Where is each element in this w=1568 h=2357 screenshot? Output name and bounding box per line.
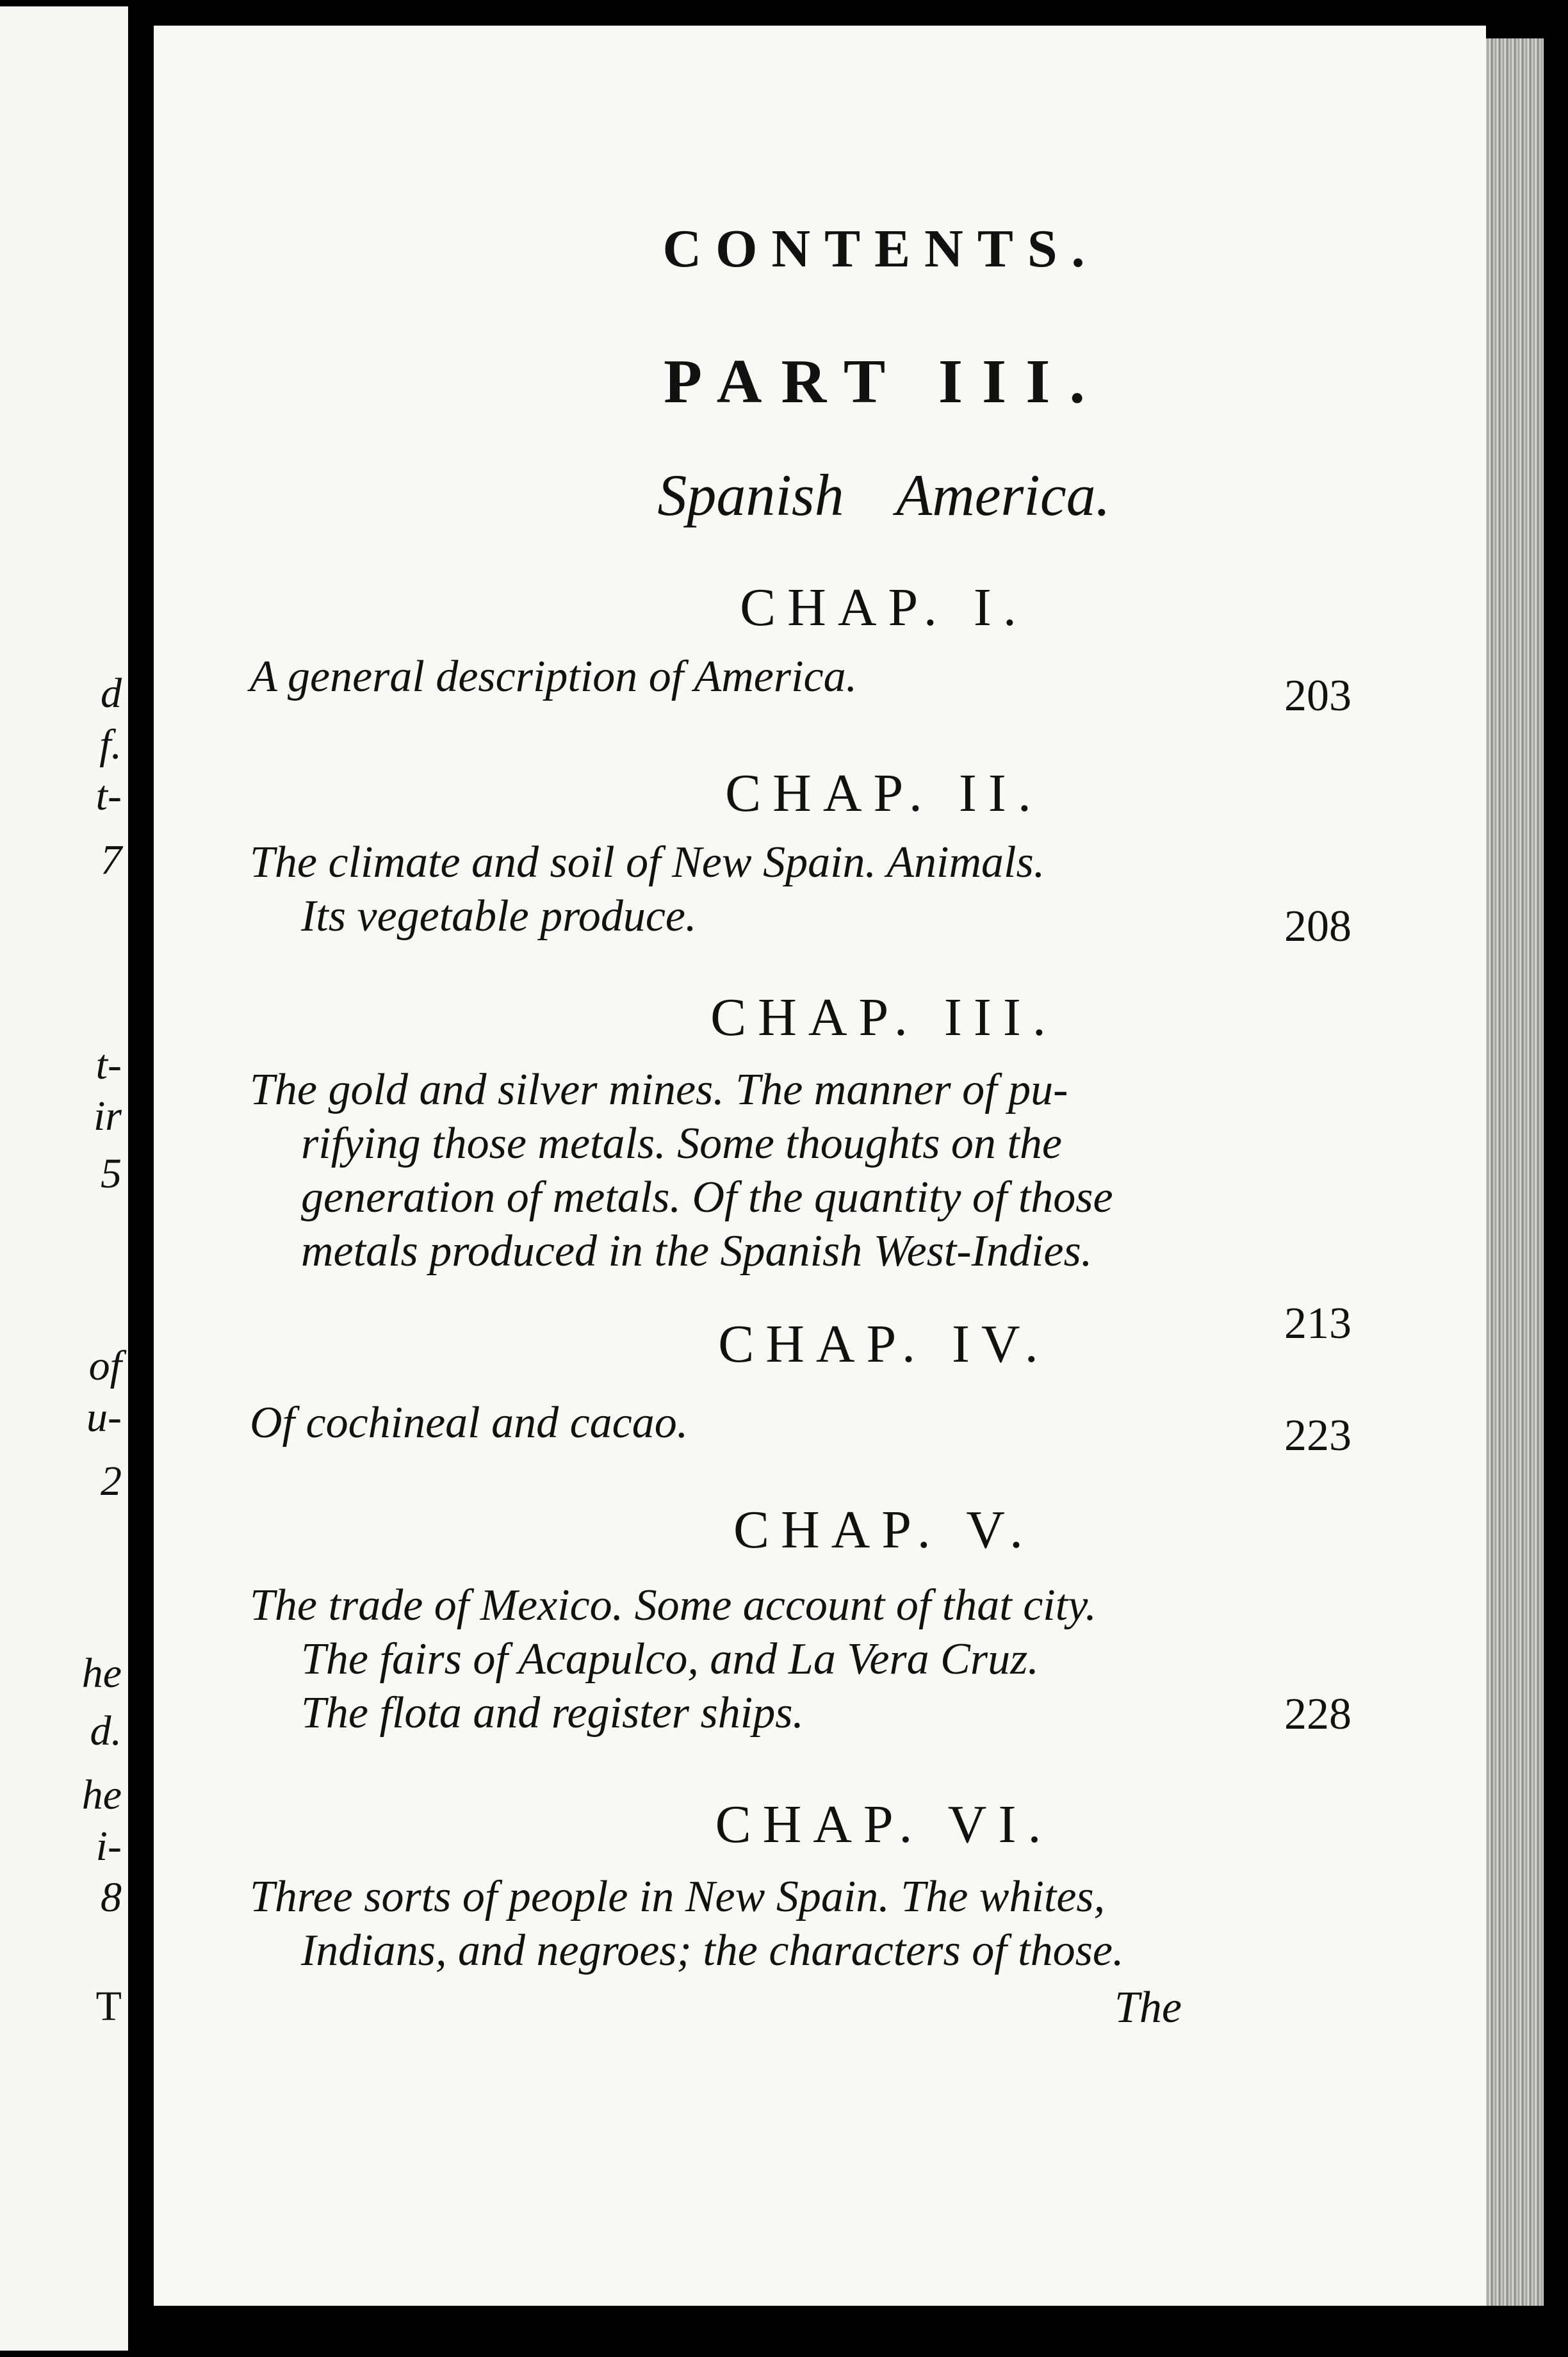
left-fragment: ir <box>93 1093 122 1139</box>
entry-line: Indians, and negroes; the characters of those. <box>301 1926 1124 1975</box>
left-fragment: 2 <box>101 1458 122 1505</box>
left-fragment: he <box>81 1772 122 1818</box>
catchword: The <box>1115 1983 1182 2032</box>
left-page-strip <box>0 6 128 2351</box>
page-number: 203 <box>1284 671 1352 721</box>
chapter-entry <box>250 836 1352 951</box>
entry-line: A general description of America. <box>250 652 858 701</box>
page-number: 228 <box>1284 1690 1352 1739</box>
chapter-entry <box>250 1579 1352 1740</box>
left-fragment: u- <box>86 1394 122 1440</box>
left-fragment: t- <box>95 772 122 819</box>
entry-line: The flota and register ships. <box>301 1688 804 1738</box>
left-fragment: 8 <box>101 1874 122 1921</box>
chapter-heading: CHAP. II. <box>725 763 1043 823</box>
chapter-entry <box>250 1396 1352 1460</box>
entry-line <box>250 836 1352 890</box>
left-fragment: T <box>95 1983 122 2030</box>
left-fragment: of <box>88 1342 122 1389</box>
page-number: 208 <box>1284 902 1352 951</box>
chapter-heading: CHAP. VI. <box>715 1795 1053 1854</box>
left-fragment: 7 <box>101 836 122 883</box>
entry-line: Of cochineal and cacao. <box>250 1398 689 1448</box>
chapter-entry <box>250 650 1352 721</box>
running-title: CONTENTS. <box>662 219 1099 279</box>
entry-line: metals produced in the Spanish West-Indies. <box>301 1227 1093 1276</box>
page-number: 213 <box>1284 1299 1352 1348</box>
left-fragment: d. <box>90 1708 122 1754</box>
chapter-entry <box>250 1870 1352 1978</box>
left-fragment: he <box>81 1650 122 1697</box>
entry-line: The trade of Mexico. Some account of that city. <box>250 1581 1097 1630</box>
entry-line: generation of metals. Of the quantity of those <box>301 1173 1113 1222</box>
book-gutter <box>128 0 154 2357</box>
page-edge-stack <box>1486 38 1544 2306</box>
part-title: PART III. <box>664 347 1104 416</box>
entry-line: Three sorts of people in New Spain. The whites, <box>250 1872 1106 1921</box>
page-number: 223 <box>1284 1411 1352 1460</box>
entry-line-part: The climate and soil of New Spain. <box>250 838 877 887</box>
chapter-heading: CHAP. IV. <box>718 1314 1050 1374</box>
entry-line-part: Animals. <box>886 838 1045 887</box>
left-fragment: i- <box>95 1823 122 1870</box>
left-fragment: 5 <box>101 1150 122 1197</box>
chapter-heading: CHAP. I. <box>740 578 1028 637</box>
left-fragment: d <box>101 670 122 717</box>
entry-line: rifying those metals. Some thoughts on the <box>301 1119 1062 1168</box>
entry-line: Its vegetable produce. <box>301 892 697 941</box>
chapter-heading: CHAP. V. <box>733 1500 1035 1560</box>
contents-page <box>154 26 1486 2306</box>
left-fragment: t- <box>95 1041 122 1088</box>
entry-line: The gold and silver mines. The manner of pu- <box>250 1065 1068 1114</box>
entry-line: The fairs of Acapulco, and La Vera Cruz. <box>301 1635 1039 1684</box>
chapter-heading: CHAP. III. <box>710 988 1058 1047</box>
left-fragment: f. <box>99 721 122 768</box>
part-subtitle: Spanish America. <box>657 462 1111 528</box>
